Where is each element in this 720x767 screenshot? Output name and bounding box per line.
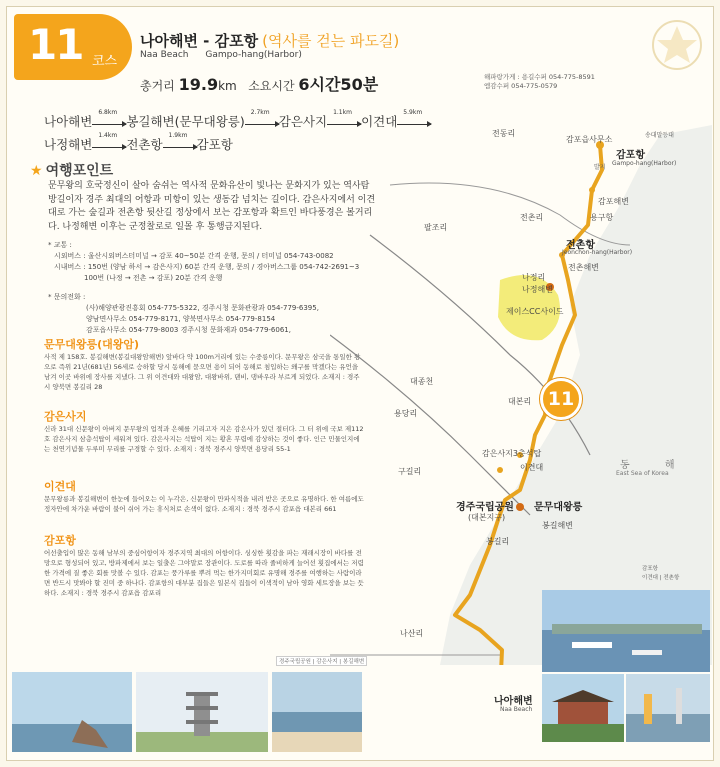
map-label-naa-beach-en: Naa Beach	[500, 706, 533, 713]
photo-jeonchonhang	[626, 674, 710, 742]
segment-distance: 5.9km	[403, 108, 423, 116]
photo-gameunsa-pagoda	[136, 672, 268, 752]
route-stop: 감은사지	[278, 114, 328, 129]
map-label-national-park: 경주국립공원	[456, 502, 514, 513]
transport-info	[48, 240, 359, 284]
travel-intro: 문무왕의 호국정신이 살아 숨쉬는 역사적 문화유산이 빛나는 문화지가 있는 역사탐방길이자 경주 최대의 어항과 미항이 있는 생동감 넘치는 길이다. 감은사지에서 이견대로 가는 숲길과 전촌항 뒷산길 정상에서 보는 감포항과 확트인 바다풍경은 볼거리다. 나정해변 이후는 군정찰로로 일몰 후 통행금지된다.	[48, 181, 376, 232]
distance-unit: km	[218, 79, 237, 93]
transport-label: * 교통 :	[48, 241, 72, 249]
map-label-gameunsaji: 감은사지3층석탑	[482, 449, 542, 458]
route-row-2	[44, 131, 233, 153]
course-badge	[14, 14, 132, 80]
contact-phone-line: 양남면사무소 054-779-8171, 양북면사무소 054-779-8154	[86, 315, 276, 323]
map-label-jeondong: 전동리	[492, 129, 516, 138]
photo-ieogyeondae	[542, 674, 624, 742]
arrow-icon	[92, 124, 126, 125]
contact-line-2: 엠감수퍼 054-775-0579	[484, 82, 558, 90]
route-stop: 이견대	[361, 114, 398, 129]
contact-phone-line: (사)해양관광진흥회 054-775-5322, 경주시청 문화관광과 054-779-6395,	[86, 304, 319, 312]
arrow-icon	[163, 147, 197, 148]
map-label-najeong-beach: 나정해변	[522, 285, 553, 294]
map-label-munmu: 문무대왕릉	[534, 502, 583, 513]
route-stop: 감포항	[196, 137, 233, 152]
map-label-yonggu: 용구항	[590, 213, 614, 222]
time-value: 6시간50분	[298, 75, 379, 94]
title-en-end: Gampo-hang(Harbor)	[205, 50, 302, 60]
page-title	[140, 30, 399, 51]
transport-line: 시내버스 : 150번 (양남 하서 → 감은사지) 60분 간격 운행, 문의 / 경아버스그룹 054-742-2691~3	[54, 263, 360, 271]
map-label-jeonchonhang: 전촌항	[566, 240, 595, 251]
title-subtitle: (역사를 걷는 파도길)	[262, 32, 400, 50]
arrow-icon	[92, 147, 126, 148]
travel-points-heading: ★ 여행포인트	[30, 163, 114, 179]
transport-line: 100번 (나정 → 전촌 → 감포) 20분 간격 운행	[84, 274, 223, 282]
photo-naa-beach	[12, 672, 132, 752]
distance-prefix: 총거리	[140, 79, 175, 93]
segment-distance: 1.4km	[98, 131, 118, 139]
course-number: 11	[28, 20, 83, 69]
route-stop: 나아해변	[44, 114, 93, 129]
segment-distance: 1.9km	[168, 131, 188, 139]
route-segment	[92, 108, 126, 130]
map-label-daejong: 대종천	[410, 377, 434, 386]
route-stop: 봉길해변(문무대왕릉)	[126, 114, 245, 129]
map-label-jeonchonhang-en: Jeonchon-hang(Harbor)	[562, 249, 633, 256]
photo-legend: 감포항 이견대 | 전촌항	[642, 566, 680, 581]
contact-phone-label: * 문의전화 :	[48, 293, 86, 301]
map-label-daebon: 대본리	[508, 397, 532, 406]
photo-gampo-harbor	[542, 590, 710, 672]
section-title-gameunsa: 감은사지	[44, 410, 87, 423]
section-title-ieogyeondae: 이견대	[44, 480, 76, 493]
contact-phone-line: 감포읍사무소 054-779-8003 경주시청 문화재과 054-779-6061,	[86, 326, 291, 334]
stop-gameunsa	[497, 467, 503, 473]
map-label-bakji: 발지	[594, 164, 606, 171]
photo-bonggil-beach	[272, 672, 362, 752]
title-text: 나아해변 - 감포항	[140, 32, 259, 50]
time-prefix: 소요시간	[248, 79, 295, 93]
stop-munmu	[516, 503, 524, 511]
map-label-najeong-ri: 나정리	[522, 273, 546, 282]
course-label: 코스	[92, 54, 118, 69]
map-label-gampo-office: 감포읍사무소	[566, 135, 613, 144]
title-english	[140, 50, 316, 60]
route-segment	[163, 131, 197, 153]
contact-info	[484, 73, 595, 91]
segment-distance: 1.1km	[333, 108, 352, 116]
arrow-icon	[245, 124, 279, 125]
section-title-gampohang: 감포항	[44, 534, 76, 547]
section-body-munmu: 사적 제 158호. 봉길해변(봉길대왕암해변) 앞바다 약 100m거리에 있는 수중릉이다. 문무왕은 삼국을 통일한 왕으로 즉위 21년(681년) 56세로 승하할 당시 동해에 묻으면 용이 되어 동해로 침입하는 왜구를 막겠다는 유언을 남겨 이곳 바위에 장사를 지냈다. 그 위 이견대와 대왕암, 대왕바위, 댄비, 댕바우라 부르게 되었다. 소재지 : 경주시 양북면 봉길리 28	[44, 353, 361, 391]
emblem-icon	[650, 18, 704, 72]
section-title-munmu: 문무대왕릉(대왕암)	[44, 338, 140, 351]
section-body-gameunsa: 신라 31대 신문왕이 아버지 문무왕의 업적과 은혜를 기리고자 지은 감은사가 있던 절터다. 그 터 위에 국보 제112호 감은사지 삼층석탑이 세워져 있다. 감은사지는 석탑이 지는 황혼 무렵에 감상하는 것이 좋다. 인근 민물인지에는 천연기념물 두루미 무리를 구경할 수 있다. 소재지 : 경북 경주시 양북면 용당리 55-1	[44, 425, 364, 453]
map-label-jeonchon-beach: 전촌해변	[568, 263, 599, 272]
map-label-songdae: 송대말등대	[645, 132, 674, 139]
contact-line-1: 해파랑가게 : 용길수퍼 054-775-8591	[484, 73, 595, 81]
map-label-yongdang: 용당리	[394, 409, 418, 418]
segment-distance: 2.7km	[250, 108, 270, 116]
map-label-cc: 제이스CC사이드	[506, 307, 564, 316]
section-body-gampohang: 어선출입이 많은 동해 남부의 중심어항이자 경주지역 최대의 어항이다. 싱싱한 횟감을 파는 재래시장이 바다를 전망으로 형성되어 있고, 방파제에서 보는 일출은 그야말로 장관이다. 도로를 따라 줄비하게 늘어선 횟집에서는 저렴한 가격에 질 좋은 회를 맛볼 수 있다. 감포는 풍가루를 뿌려 먹는 한가지미회로 유명해 경주를 여행하는 사람이라면 반드시 맛봐야 할 진미 중 하나다. 감포항의 대부분 집들은 일본식 집들이 이색적이 남아 영화 세트장을 보는 듯 하다. 소재지 : 경북 경주시 감포읍 감포리	[44, 549, 364, 597]
contact-phone-info	[48, 292, 319, 336]
map-label-jeonchon-ri: 전촌리	[520, 213, 544, 222]
map-label-nasan: 나산리	[400, 629, 424, 638]
route-stop: 나정해변	[44, 137, 93, 152]
map-label-bonggil-ri: 봉길리	[486, 537, 510, 546]
map-label-daebon-district: (대본지구)	[468, 513, 506, 522]
title-en-start: Naa Beach	[140, 50, 189, 60]
map-label-east-sea-en: East Sea of Korea	[616, 470, 669, 477]
map-label-bonggil-beach: 봉길해변	[542, 521, 573, 530]
photo-caption-row: 경주국립공원 | 감은사지 | 봉길해변	[276, 656, 367, 666]
map-label-naa-beach: 나아해변	[494, 696, 533, 707]
route-stop: 전촌항	[126, 137, 163, 152]
stop-gampo-beach	[589, 187, 595, 193]
map-label-east-sea: 동 해	[620, 460, 691, 471]
route-segment	[92, 131, 126, 153]
section-body-ieogyeondae: 문무왕릉과 봉길해변이 한눈에 들어오는 이 누각은, 신문왕이 만파식적을 내려 받은 곳으로 유명하다. 한 여름에도 정자안에 차가운 바람이 불어 쉬어 가는 휴식처로 손색이 없다. 소재지 : 경북 경주시 감포읍 대본리 661	[44, 495, 364, 513]
course-number-marker: 11	[540, 378, 582, 420]
transport-line: 시외버스 : 울산시외버스터미널 → 감포 40~50분 간격 운행, 문의 / 터미널 054-743-0082	[54, 252, 334, 260]
map-label-gampohang: 감포항	[616, 150, 645, 161]
star-icon: ★	[30, 163, 43, 179]
segment-distance: 6.8km	[98, 108, 118, 116]
distance-value: 19.9	[178, 75, 219, 94]
course-distance	[140, 72, 378, 95]
map-label-gugil: 구길리	[398, 467, 422, 476]
map-label-ieogyeondae: 이견대	[520, 463, 544, 472]
road	[330, 335, 530, 515]
map-label-palcho: 팔조리	[424, 223, 448, 232]
route-segment	[245, 108, 279, 130]
map-label-gampohang-en: Gampo-hang(Harbor)	[612, 160, 677, 167]
map-label-gampo-beach: 감포해변	[598, 197, 629, 206]
